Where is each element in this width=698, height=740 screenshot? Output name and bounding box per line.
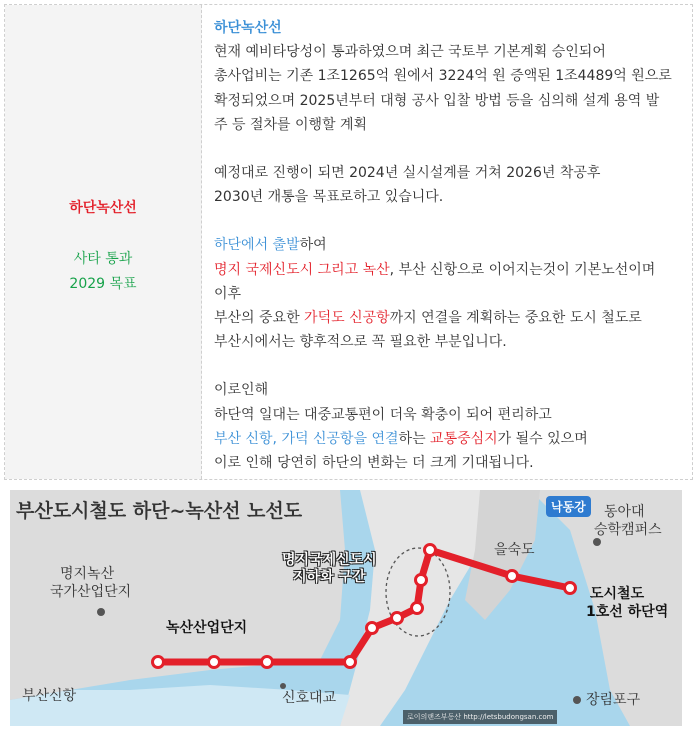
- copyright-text: 로이의랜즈부동산 http://letsbudongsan.com: [403, 710, 557, 724]
- tunnel-label: 명지국제신도시 지하화 구간: [282, 552, 377, 585]
- highlight-text: 교통중심지: [430, 430, 498, 447]
- paragraph-line: 현재 예비타당성이 통과하였으며 최근 국토부 기본계획 승인되어: [214, 44, 606, 61]
- paragraph-line: 예정대로 진행이 되면 2024년 실시설계를 거쳐 2026년 착공후: [214, 165, 601, 182]
- poi-dot: [97, 608, 105, 616]
- status-label: 사타 통과: [73, 251, 133, 267]
- paragraph-line: 총사업비는 기존 1조1265억 원에서 3224억 원 증액된 1조4489억 원으로: [214, 68, 672, 85]
- paragraph-line: 하단에서 출발하여: [214, 237, 327, 254]
- map-label: 장림포구: [586, 692, 641, 708]
- station-marker: [392, 613, 403, 624]
- station-marker: [565, 583, 576, 594]
- paragraph-line: 2030년 개통을 목표로하고 있습니다.: [214, 189, 444, 206]
- station-marker: [416, 575, 427, 586]
- paragraph-line: 하단역 일대는 대중교통편이 더욱 확충이 되어 편리하고: [214, 406, 552, 423]
- map-label: 명지녹산: [60, 566, 115, 582]
- paragraph-line: 이로 인해 당연히 하단의 변화는 더 크게 기대됩니다.: [214, 455, 534, 472]
- info-table: [4, 4, 693, 480]
- station-marker: [367, 623, 378, 634]
- map-label: 부산신항: [22, 688, 77, 704]
- station-marker: [425, 545, 436, 556]
- station-marker: [262, 657, 273, 668]
- highlight-text: 가덕도 신공항: [304, 310, 390, 327]
- label-cell: [5, 5, 202, 479]
- map-label: 국가산업단지: [50, 584, 132, 600]
- highlight-text: 하단에서 출발: [214, 237, 300, 254]
- paragraph-line: 부산시에서는 향후적으로 꼭 필요한 부분입니다.: [214, 334, 507, 351]
- paragraph-line: 명지 국제신도시 그리고 녹산, 부산 신항으로 이어지는것이 기본노선이며: [214, 261, 656, 278]
- map-label: 승학캠퍼스: [594, 522, 662, 538]
- paragraph-line: 이후: [214, 285, 242, 302]
- map-label: 을숙도: [494, 542, 535, 558]
- map-label: 동아대: [604, 504, 645, 520]
- station-marker: [345, 657, 356, 668]
- highlight-text: 명지 국제신도시 그리고 녹산: [214, 261, 390, 278]
- line-name-label: 하단녹산선: [69, 200, 137, 216]
- poi-dot: [573, 696, 581, 704]
- station-marker: [412, 603, 423, 614]
- description-cell: [202, 5, 692, 479]
- station-marker: [209, 657, 220, 668]
- target-label: 2029 목표: [69, 276, 137, 292]
- paragraph-line: 확정되었으며 2025년부터 대형 공사 입찰 방법 등을 심의해 설계 용역 발: [214, 92, 660, 109]
- map-label: 도시철도: [590, 586, 645, 602]
- paragraph-line: 이로인해: [214, 382, 269, 399]
- map-label: 신호대교: [282, 690, 337, 706]
- map-label: 1호선 하단역: [586, 604, 669, 620]
- section-title: 하단녹산선: [214, 20, 282, 36]
- paragraph-line: 부산 신항, 가덕 신공항을 연결하는 교통중심지가 될수 있으며: [214, 430, 588, 447]
- map-label: 녹산산업단지: [166, 620, 248, 636]
- paragraph-line: 주 등 절차를 이행할 계획: [214, 116, 368, 133]
- station-marker: [507, 571, 518, 582]
- route-map: [10, 490, 682, 726]
- poi-dot: [593, 538, 601, 546]
- river-badge: 낙동강: [546, 496, 591, 517]
- paragraph-line: 부산의 중요한 가덕도 신공항까지 연결을 계획하는 중요한 도시 철도로: [214, 310, 642, 327]
- map-title: 부산도시철도 하단~녹산선 노선도: [16, 500, 303, 522]
- poi-dot: [280, 683, 286, 689]
- map-graphic: [10, 490, 682, 726]
- highlight-text: 부산 신항, 가덕 신공항을 연결: [214, 430, 399, 447]
- station-marker: [153, 657, 164, 668]
